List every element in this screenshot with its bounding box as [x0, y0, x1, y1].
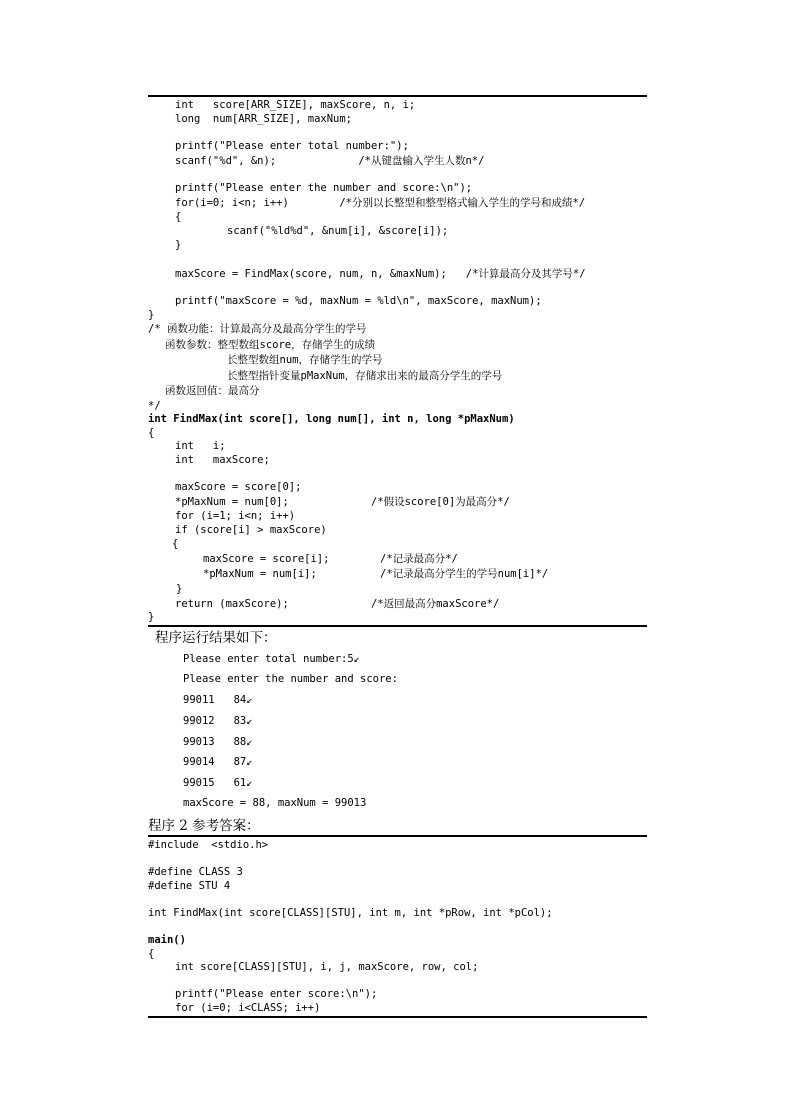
result-heading: 程序运行结果如下： [155, 630, 277, 646]
comment-line: 函数参数：整型数组score，存储学生的成绩 [165, 339, 376, 351]
code-line: { [148, 948, 155, 960]
result-line: 99012 83↙ [183, 715, 253, 727]
result-line: 99015 61↙ [183, 777, 253, 789]
result-line: 99011 84↙ [183, 694, 253, 706]
result-line: 99014 87↙ [183, 756, 253, 768]
code-line: { [172, 538, 179, 550]
code-line: } [176, 583, 183, 595]
result-line: Please enter total number:5↙ [183, 653, 361, 665]
code-line: } [148, 611, 155, 623]
bottom-rule [148, 1016, 647, 1018]
code-line: long num[ARR_SIZE], maxNum; [175, 113, 353, 125]
code-line: *pMaxNum = num[i]; /*记录最高分学生的学号num[i]*/ [203, 568, 549, 580]
code-line: if (score[i] > maxScore) [175, 524, 327, 536]
code-line: scanf("%d", &n); /*从键盘输入学生人数n*/ [175, 155, 485, 167]
section-rule [148, 625, 647, 627]
code-line: #include <stdio.h> [148, 839, 269, 851]
comment-line: /* 函数功能：计算最高分及最高分学生的学号 [148, 323, 367, 335]
result-line: 99013 88↙ [183, 736, 253, 748]
code-line: for (i=0; i<CLASS; i++) [175, 1002, 321, 1014]
code-line: #define CLASS 3 [148, 866, 243, 878]
comment-line: */ [148, 400, 161, 412]
comment-line: 长整型数组num，存储学生的学号 [227, 354, 383, 366]
code-line: } [148, 309, 155, 321]
code-line: { [175, 211, 182, 223]
code-line: for(i=0; i<n; i++) /*分别以长整型和整型格式输入学生的学号和成绩*/ [175, 197, 586, 209]
comment-line: 函数返回值：最高分 [165, 385, 260, 397]
code-line: printf("Please enter score:\n"); [175, 988, 378, 1000]
top-rule [148, 95, 647, 97]
function-signature: int FindMax(int score[], long num[], int n, long *pMaxNum) [148, 413, 515, 425]
section-rule [148, 835, 647, 837]
code-line: } [175, 239, 182, 251]
code-line: int FindMax(int score[CLASS][STU], int m, int *pRow, int *pCol); [148, 907, 553, 919]
comment-line: 长整型指针变量pMaxNum，存储求出来的最高分学生的学号 [227, 370, 503, 382]
code-line: int maxScore; [175, 454, 270, 466]
code-line: int score[ARR_SIZE], maxScore, n, i; [175, 99, 416, 111]
code-line: { [148, 427, 155, 439]
main-signature: main() [148, 934, 186, 946]
code-line: *pMaxNum = num[0]; /*假设score[0]为最高分*/ [175, 496, 510, 508]
code-line: #define STU 4 [148, 880, 231, 892]
result-line: Please enter the number and score: [183, 673, 398, 685]
code-line: printf("Please enter the number and score:\n"); [175, 182, 473, 194]
code-line: scanf("%ld%d", &num[i], &score[i]); [227, 225, 449, 237]
code-line: int score[CLASS][STU], i, j, maxScore, row, col; [175, 961, 479, 973]
code-line: maxScore = FindMax(score, num, n, &maxNum); /*计算最高分及其学号*/ [175, 268, 586, 280]
code-line: maxScore = score[0]; [175, 481, 302, 493]
code-line: printf("Please enter total number:"); [175, 140, 409, 152]
code-line: printf("maxScore = %d, maxNum = %ld\n", maxScore, maxNum); [175, 295, 542, 307]
code-line: int i; [175, 440, 226, 452]
program2-heading: 程序 2 参考答案： [148, 818, 260, 834]
code-line: for (i=1; i<n; i++) [175, 510, 296, 522]
result-line: maxScore = 88, maxNum = 99013 [183, 797, 367, 809]
code-line: return (maxScore); /*返回最高分maxScore*/ [175, 598, 500, 610]
code-line: maxScore = score[i]; /*记录最高分*/ [203, 553, 458, 565]
